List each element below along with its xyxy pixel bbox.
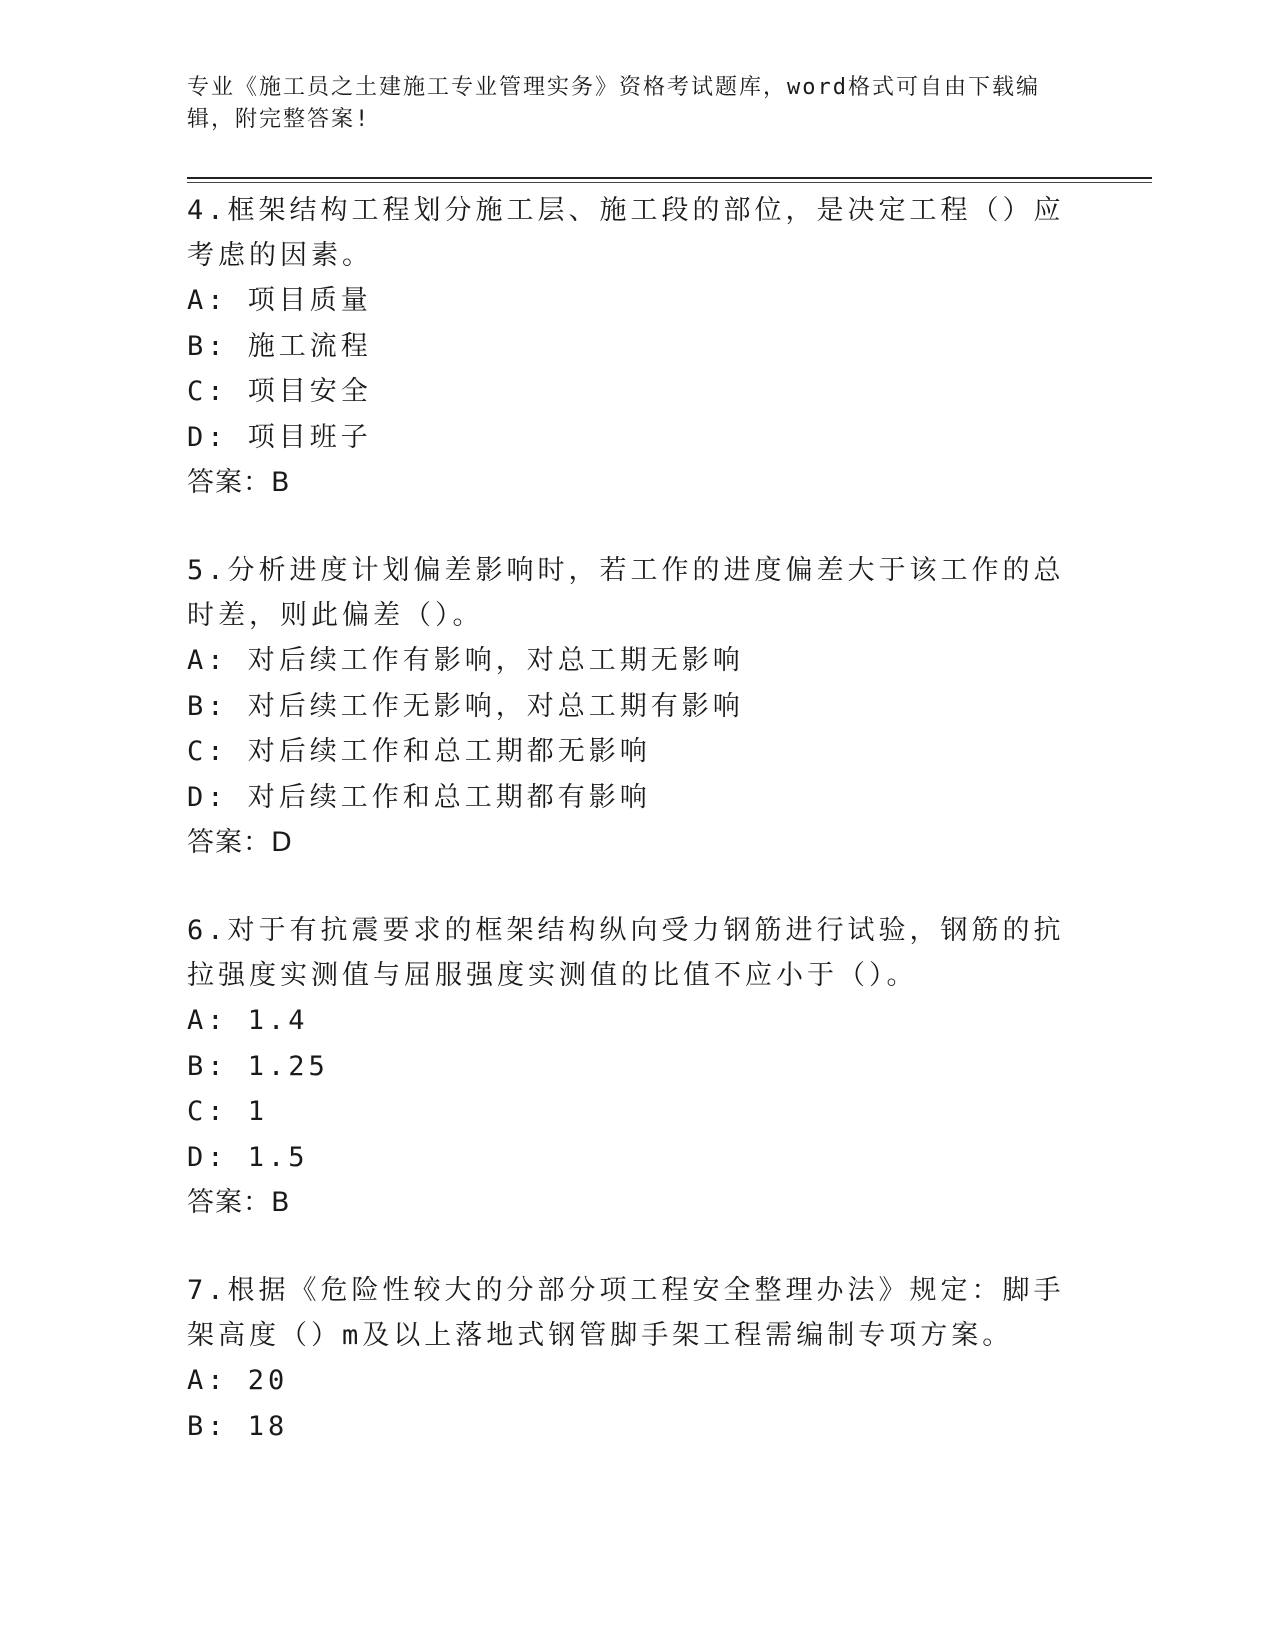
- question-5: [187, 548, 1067, 865]
- question-stem: 4.框架结构工程划分施工层、施工段的部位，是决定工程（）应考虑的因素。: [187, 195, 1065, 271]
- option-d: D: 对后续工作和总工期都有影响: [187, 781, 651, 813]
- answer-line: 答案：B: [187, 1187, 291, 1218]
- option-d: D: 项目班子: [187, 421, 372, 453]
- answer-line: 答案：B: [187, 467, 291, 498]
- document-header: 专业《施工员之土建施工专业管理实务》资格考试题库，word格式可自由下载编辑，附完整答案!: [187, 75, 1040, 132]
- option-c: C: 对后续工作和总工期都无影响: [187, 736, 651, 767]
- option-c: C: 项目安全: [187, 376, 372, 407]
- option-a: A: 20: [187, 1365, 289, 1396]
- question-7: [187, 1268, 1067, 1449]
- option-a: A: 1.4: [187, 1005, 309, 1036]
- option-c: C: 1: [187, 1096, 269, 1127]
- option-d: D: 1.5: [187, 1141, 309, 1173]
- question-6: [187, 908, 1067, 1225]
- answer-line: 答案：D: [187, 827, 293, 858]
- option-b: B: 18: [187, 1410, 289, 1442]
- question-stem: 7.根据《危险性较大的分部分项工程安全整理办法》规定：脚手架高度（）m及以上落地式钢管脚手架工程需编制专项方案。: [187, 1275, 1065, 1351]
- option-b: B: 施工流程: [187, 330, 372, 362]
- option-a: A: 项目质量: [187, 285, 372, 316]
- question-stem: 5.分析进度计划偏差影响时，若工作的进度偏差大于该工作的总时差，则此偏差（）。: [187, 555, 1065, 631]
- question-stem: 6.对于有抗震要求的框架结构纵向受力钢筋进行试验，钢筋的抗拉强度实测值与屈服强度实测值的比值不应小于（）。: [187, 915, 1065, 991]
- question-list: [187, 188, 1067, 1492]
- header-rule-thin: [187, 182, 1152, 183]
- header-rule-thick: [187, 177, 1152, 179]
- question-4: [187, 188, 1067, 505]
- option-b: B: 1.25: [187, 1050, 329, 1082]
- option-b: B: 对后续工作无影响，对总工期有影响: [187, 690, 744, 722]
- option-a: A: 对后续工作有影响，对总工期无影响: [187, 645, 744, 676]
